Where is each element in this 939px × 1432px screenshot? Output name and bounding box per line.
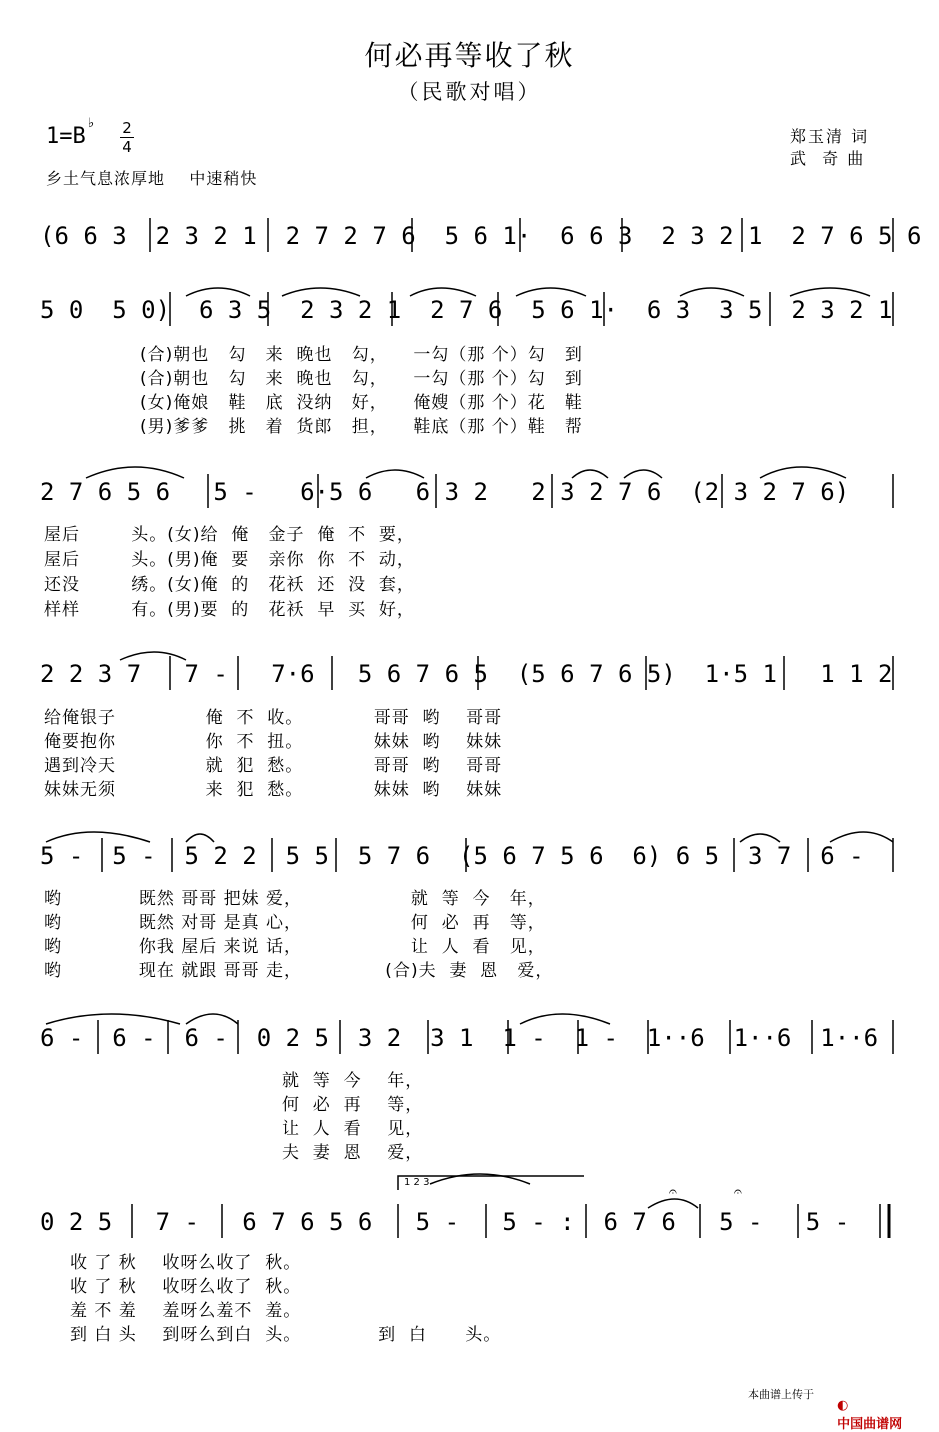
lyric-line: (合)朝也 勾 来 晚也 勾， 一勾（那 个）勾 到 [140,369,583,389]
lyric-line: 羞 不 羞 羞呀么羞不 羞。 [70,1301,302,1321]
notation-line-4: 2 2 3 7 7 - 7·6 5 6 7 6 5 (5 6 7 6 5) 1·5 1 1 1 2 [40,660,893,688]
upload-note: 本曲谱上传于 [748,1388,814,1401]
lyricist-credit: 郑玉清 词 [790,127,870,146]
lyric-line: 让 人 看 见， [282,1119,424,1139]
lyric-line: 给俺银子 俺 不 收。 哥哥 哟 哥哥 [44,708,503,728]
site-logo[interactable] [828,1383,902,1432]
lyric-line: 夫 妻 恩 爱， [282,1143,424,1163]
lyric-line: 样样 有。(男)要 的 花袄 早 买 好， [44,600,415,620]
lyric-line: 妹妹无须 来 犯 愁。 妹妹 哟 妹妹 [44,780,503,800]
volta-label: 1 2 3 [404,1177,430,1188]
lyric-line: 哟 既然 对哥 是真 心， 何 必 再 等， [44,913,546,933]
lyric-line: 收 了 秋 收呀么收了 秋。 [70,1277,302,1297]
lyric-line: 收 了 秋 收呀么收了 秋。 [70,1253,302,1273]
lyric-line: 俺要抱你 你 不 扭。 妹妹 哟 妹妹 [44,732,503,752]
lyric-line: 哟 既然 哥哥 把妹 爱， 就 等 今 年， [44,889,546,909]
lyric-line: 何 必 再 等， [282,1095,424,1115]
lyric-line: 屋后 头。(男)俺 要 亲你 你 不 动， [44,550,415,570]
notation-line-2: 5 0 5 0) 6 3 5 2 3 2 1 2 7 6 5 6 1· 6 3 3 5 2 3 2 1 [40,296,893,324]
song-title: 何必再等收了秋 [364,39,575,72]
lyric-line: (男)爹爹 挑 着 货郎 担， 鞋底（那 个）鞋 帮 [140,417,583,437]
lyric-line: 遇到冷天 就 犯 愁。 哥哥 哟 哥哥 [44,756,503,776]
notation-line-7: 0 2 5 7 - 6 7 6 5 6 5 - 5 - : 6 7 6 5 - 5 - [40,1208,850,1236]
logo-icon: ◐ [837,1398,849,1413]
lyric-line: (合)朝也 勾 来 晚也 勾， 一勾（那 个）勾 到 [140,345,583,365]
svg-text:𝄐: 𝄐 [734,1184,742,1200]
song-subtitle: （民歌对唱） [397,80,542,104]
flat-sign: ♭ [88,116,95,131]
notation-line-6: 6 - 6 - 6 - 0 2 5 3 2 3 1 1 - 1 - 1··6 1··6 1··6 [40,1024,879,1052]
notation-line-3: 2 7 6 5 6 5 - 6·5 6 6 3 2 2 3 2 7 6 (2 3 2 7 6) [40,478,850,506]
notation-line-1: (6 6 3 2 3 2 1 2 7 2 7 6 5 6 1· 6 6 3 2 3 2 1 2 7 6 5 6 [40,222,922,250]
lyric-line: 屋后 头。(女)给 俺 金子 俺 不 要， [44,525,415,545]
lyric-line: (女)俺娘 鞋 底 没纳 好， 俺嫂（那 个）花 鞋 [140,393,583,413]
lyric-line: 到 白 头 到呀么到白 头。 到 白 头。 [70,1325,502,1345]
lyric-line: 哟 你我 屋后 来说 话， 让 人 看 见， [44,937,546,957]
lyric-line: 哟 现在 就跟 哥哥 走， (合)夫 妻 恩 爱， [44,961,554,981]
time-signature-bottom: 4 [122,138,132,156]
lyric-line: 还没 绣。(女)俺 的 花袄 还 没 套， [44,575,415,595]
tempo-marking: 乡土气息浓厚地 中速稍快 [46,169,258,188]
site-name: 中国曲谱网 [837,1417,903,1432]
notation-line-5: 5 - 5 - 5 2 2 5 5 5 7 6 (5 6 7 5 6 6) 6 5 3 7 6 - [40,842,864,870]
svg-text:𝄐: 𝄐 [669,1184,677,1200]
lyric-line: 就 等 今 年， [282,1071,424,1091]
composer-credit: 武 奇 曲 [790,149,866,168]
key-signature: 1=B [46,124,86,149]
time-signature-top: 2 [122,119,132,137]
